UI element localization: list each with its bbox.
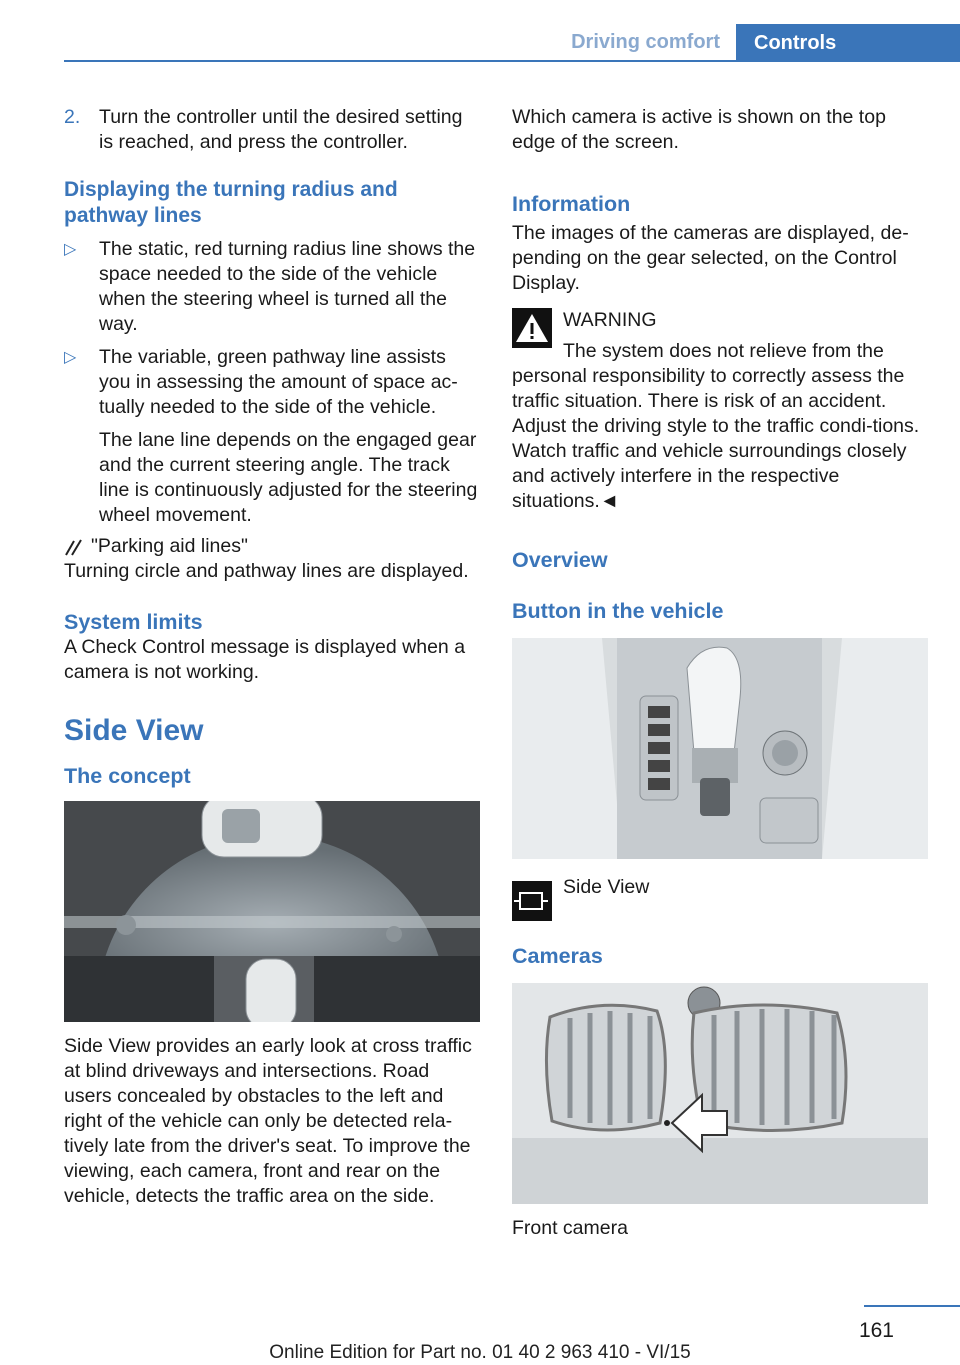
concept-text: Side View provides an early look at cross traffic at blind driveways and intersections. Road users concealed by obstacles to the left and right of the vehicle can only be detected rela‐tively late from the driver's seat. To improve the viewing, each camera, front and rear on the vehicle, detects the traffic area on the side. [64, 1035, 472, 1207]
console-graphic [512, 638, 928, 859]
warning-first-line: The system does not relieve from the [563, 340, 884, 362]
triangle-bullet-icon: ▷ [64, 349, 77, 366]
left-column [64, 105, 480, 1209]
warning-icon [512, 308, 552, 348]
step-2 [64, 105, 480, 155]
step-2-text: Turn the controller until the desired setting is reached, and press the controller. [99, 106, 463, 153]
front-camera-caption: Front camera [512, 1217, 628, 1239]
bullet-text: The static, red turning radius line shows the space needed to the side of the vehicle when the steering wheel is turned all the way. [99, 238, 476, 335]
turning-radius-heading: Displaying the turning radius and pathway lines [64, 178, 398, 227]
bullet-item [64, 345, 480, 528]
information-heading: Information [512, 192, 631, 216]
side-view-button-label: Side View [563, 876, 650, 898]
page-header [0, 24, 960, 62]
bullet-continuation: The lane line depends on the engaged gear and the current steering angle. The track line is continuously adjusted for the steering wheel movement. [99, 429, 478, 526]
warning-text: personal responsibility to correctly assess the traffic situation. There is risk of an accident. Adjust the driving style to the traffic condi‐tions. Watch traffic and vehicle surroundings closely and actively interfere in the respective situations.◄ [512, 365, 920, 512]
header-chapter-tab: Controls [736, 24, 960, 62]
bullet-item [64, 237, 480, 337]
header-section-title: Driving comfort [571, 31, 720, 53]
side-view-button-icon [512, 881, 552, 921]
system-limits-heading: System limits [64, 610, 203, 634]
parking-lines-icon [64, 537, 84, 557]
page-number: 161 [858, 1319, 894, 1342]
side-view-title: Side View [64, 714, 204, 747]
center-console-photo [512, 638, 928, 859]
side-view-button-row [512, 875, 928, 921]
front-camera-photo [512, 983, 928, 1204]
concept-graphic [64, 801, 480, 1022]
warning-label: WARNING [563, 309, 657, 331]
cameras-heading: Cameras [512, 944, 603, 968]
bullet-text: The variable, green pathway line assists you in assessing the amount of space ac‐tually needed to the side of the vehicle. [99, 346, 458, 418]
system-limits-text: A Check Control message is displayed when a camera is not working. [64, 636, 466, 683]
overview-heading: Overview [512, 548, 608, 572]
parking-aid-lines-row [64, 534, 480, 559]
concept-heading: The concept [64, 764, 191, 788]
triangle-bullet-icon: ▷ [64, 241, 77, 258]
warning-block [512, 308, 928, 514]
parking-aid-lines-label: "Parking aid lines" [91, 535, 248, 557]
camera-active-text: Which camera is active is shown on the top edge of the screen. [512, 106, 886, 153]
side-view-concept-illustration [64, 801, 480, 1022]
header-rule [64, 60, 960, 62]
right-column [512, 105, 928, 1241]
parking-aid-lines-desc: Turning circle and pathway lines are displayed. [64, 560, 469, 582]
information-text: The images of the cameras are displayed, de‐pending on the gear selected, on the Control Display. [512, 222, 909, 294]
step-number: 2. [64, 106, 81, 128]
footer-edition: Online Edition for Part no. 01 40 2 963 410 - VI/15 [269, 1342, 691, 1363]
footer-rule [864, 1305, 960, 1307]
grille-graphic [512, 983, 928, 1204]
button-in-vehicle-heading: Button in the vehicle [512, 599, 724, 623]
